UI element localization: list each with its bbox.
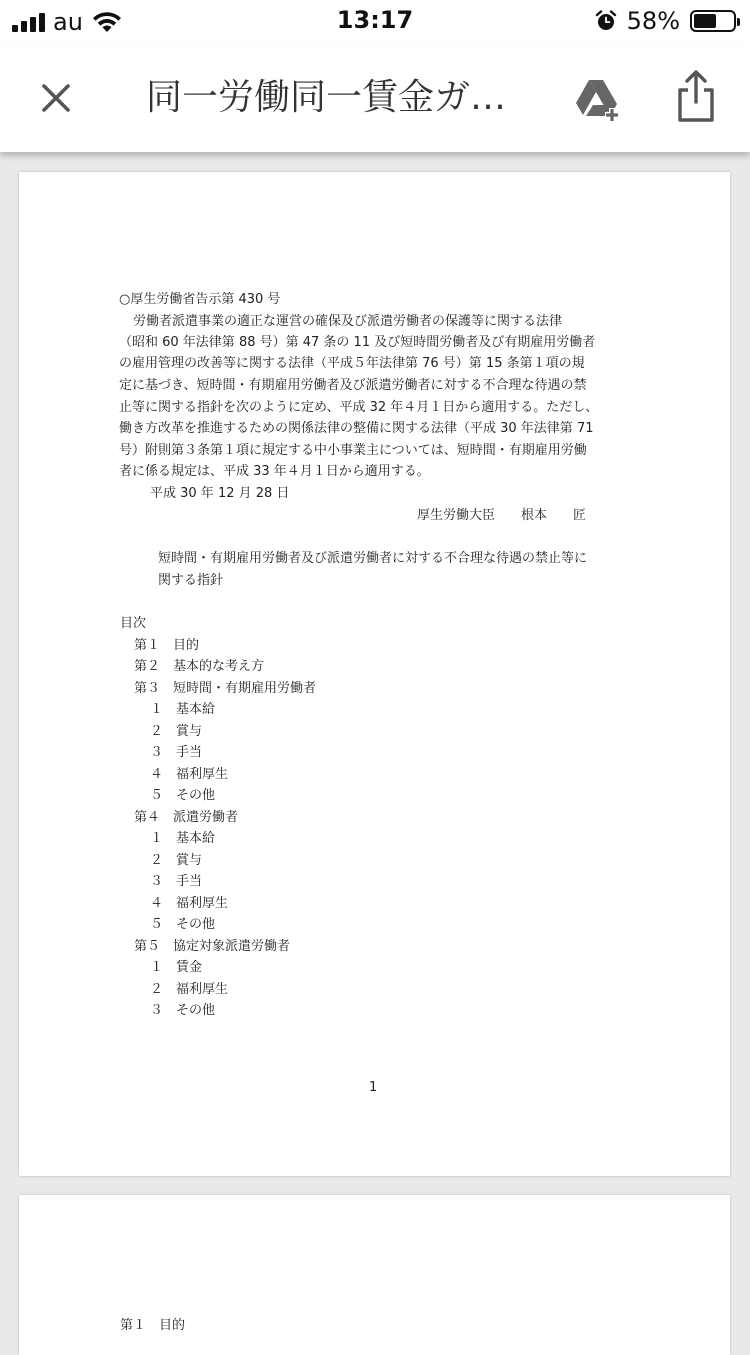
toc-item: 第１ 目的 [134, 638, 200, 653]
body-line: （昭和 60 年法律第 88 号）第 47 条の 11 及び短時間労働者及び有期雇用労働者 [119, 335, 596, 350]
guideline-title-line: 関する指針 [158, 573, 224, 588]
toc-subitem: ２ 賞与 [150, 724, 203, 739]
carrier-name: au [53, 8, 83, 36]
toc-heading: 目次 [120, 616, 147, 631]
toc-subitem: ３ 手当 [150, 874, 203, 889]
status-bar [0, 0, 750, 44]
battery-level-fill [694, 14, 716, 28]
signature: 厚生労働大臣 根本 匠 [417, 508, 587, 523]
pdf-page-2 [19, 1195, 730, 1355]
toc-subitem: ４ 福利厚生 [150, 896, 229, 911]
toc-subitem: ３ 手当 [150, 745, 203, 760]
share-icon[interactable] [670, 68, 722, 124]
toc-subitem: ５ その他 [150, 788, 216, 803]
toc-item: 第３ 短時間・有期雇用労働者 [134, 681, 317, 696]
battery-percentage: 58% [626, 7, 680, 35]
document-title: 同一労働同一賃金ガ… [146, 77, 507, 118]
close-icon[interactable] [30, 72, 82, 124]
body-line: 号）附則第３条第１項に規定する中小事業主については、短時間・有期雇用労働 [119, 443, 587, 458]
battery-icon [690, 10, 736, 32]
notice-title: ○厚生労働省告示第 430 号 [119, 292, 281, 307]
viewer-toolbar [0, 44, 750, 152]
drive-add-icon[interactable] [572, 72, 624, 124]
toc-subitem: ２ 福利厚生 [150, 982, 229, 997]
toc-item: 第２ 基本的な考え方 [134, 659, 265, 674]
toc-subitem: １ 賃金 [150, 960, 203, 975]
page-number: 1 [369, 1080, 378, 1095]
issue-date: 平成 30 年 12 月 28 日 [150, 486, 290, 501]
toc-subitem: ２ 賞与 [150, 853, 203, 868]
body-line: 労働者派遣事業の適正な運営の確保及び派遣労働者の保護等に関する法律 [133, 314, 563, 329]
pdf-page-1 [19, 172, 730, 1176]
body-line: 者に係る規定は、平成 33 年４月１日から適用する。 [119, 464, 430, 479]
toc-subitem: ５ その他 [150, 917, 216, 932]
toc-item: 第４ 派遣労働者 [134, 810, 239, 825]
toc-subitem: ３ その他 [150, 1003, 216, 1018]
guideline-title-line: 短時間・有期雇用労働者及び派遣労働者に対する不合理な待遇の禁止等に [158, 551, 588, 566]
body-line: 止等に関する指針を次のように定め、平成 32 年４月１日から適用する。ただし、 [119, 400, 599, 415]
body-line: 定に基づき、短時間・有期雇用労働者及び派遣労働者に対する不合理な待遇の禁 [119, 378, 587, 393]
toc-subitem: ４ 福利厚生 [150, 767, 229, 782]
body-line: 働き方改革を推進するための関係法律の整備に関する法律（平成 30 年法律第 71 [119, 421, 594, 436]
alarm-clock-icon [595, 10, 617, 32]
toc-item: 第５ 協定対象派遣労働者 [134, 939, 291, 954]
status-time: 13:17 [336, 6, 414, 34]
toc-subitem: １ 基本給 [150, 831, 216, 846]
status-right [595, 6, 736, 36]
toc-subitem: １ 基本給 [150, 702, 216, 717]
body-line: の雇用管理の改善等に関する法律（平成５年法律第 76 号）第 15 条第１項の規 [119, 356, 585, 371]
section-heading: 第１ 目的 [120, 1318, 186, 1333]
